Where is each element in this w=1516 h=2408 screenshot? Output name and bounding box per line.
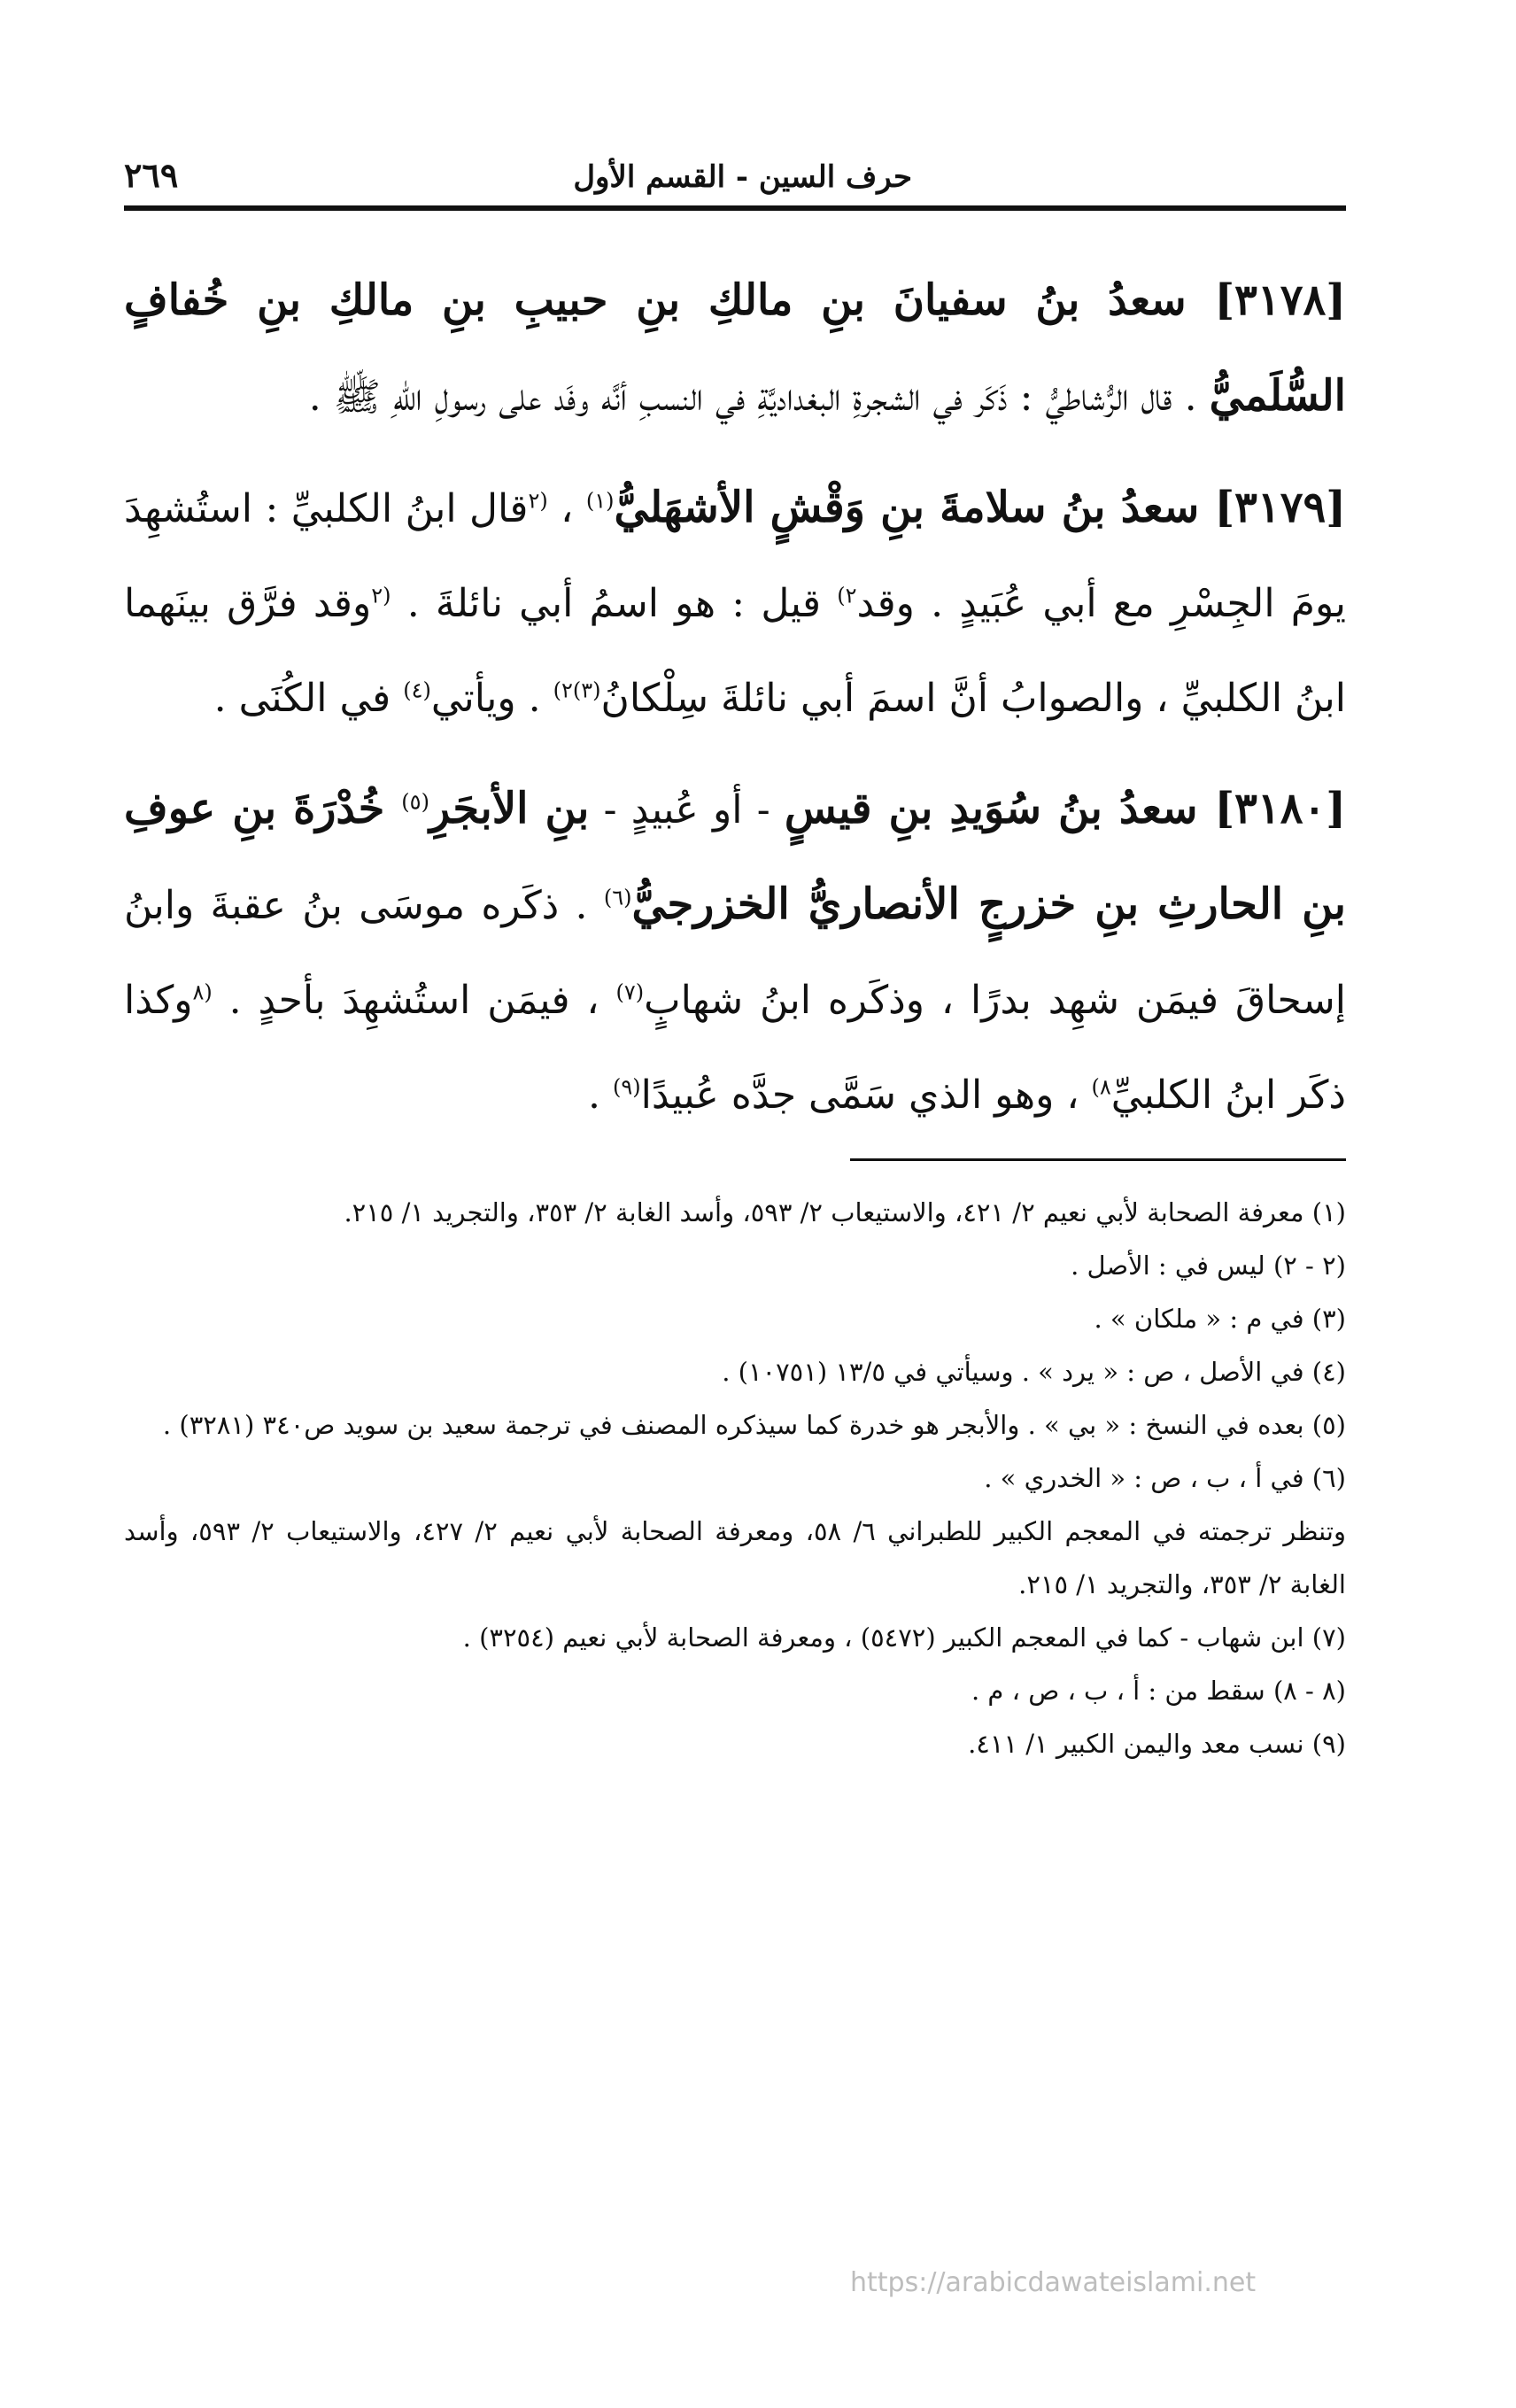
footnotes: [124, 1186, 1346, 1770]
entry-text: في الكُنَى .: [213, 676, 404, 721]
footnote: (٢ - ٢) ليس في : الأصل .: [1071, 1250, 1346, 1281]
footnote-marker: (٥): [401, 789, 429, 815]
footnote-marker: (١): [585, 488, 615, 514]
footnote-marker: (٩): [612, 1074, 641, 1100]
entry-text: .: [587, 1072, 613, 1118]
entry-text: . ويأتي: [430, 676, 553, 721]
page-header: [124, 124, 1346, 195]
footnote-marker: (٢: [528, 488, 548, 514]
book-page: [124, 124, 1346, 1770]
entry-number: [٣١٧٩]: [1214, 483, 1346, 532]
entry-text: قيل : هو اسمُ أبي نائلةَ .: [391, 581, 838, 626]
footnote: (٣) في م : « ملكان » .: [1094, 1304, 1346, 1334]
entry-name: خُدْرَةَ بنِ عوفِ بنِ الحارثِ بنِ خزرجٍ الأنصاريُّ الخزرجيُّ: [124, 784, 1346, 929]
entry-name: سعدُ بنُ سلامةَ بنِ وَقْشٍ الأشهَليُّ: [614, 483, 1215, 532]
entry-text: ، فيمَن استُشهِدَ بأحدٍ .: [212, 978, 616, 1023]
footnote-marker: (٨: [192, 979, 213, 1005]
footnote: (٨ - ٨) سقط من : أ ، ب ، ص ، م .: [971, 1676, 1346, 1706]
footnote-marker: (٣)٢): [553, 677, 601, 703]
main-text: [124, 253, 1346, 1142]
entry-text: وقد فرَّق بينَهما ابنُ الكلبيِّ ، والصوابُ أنَّ اسمَ أبي نائلةَ سِلْكانُ: [124, 581, 1346, 721]
footnote: (٦) في أ ، ب ، ص : « الخدري » .: [984, 1463, 1346, 1493]
footnote: (٥) بعده في النسخ : « بي » . والأبجر هو خدرة كما سيذكره المصنف في ترجمة سعيد بن سويد ص٣٤٠ (٣٢٨١) .: [162, 1410, 1346, 1440]
footnote-marker: (٧): [615, 979, 645, 1005]
running-title: حرف السين - القسم الأول: [573, 159, 912, 195]
entry-text: - أو عُبيدٍ -: [589, 787, 785, 832]
page-number: ٢٦٩: [124, 155, 179, 195]
entry-text: ،: [547, 486, 586, 531]
watermark-url: https://arabicdawateislami.net: [850, 2267, 1257, 2298]
entry-text: قال ابنُ الكلبيِّ : استُشهِدَ يومَ الجِسْرِ مع أبي عُبَيدٍ . وقد: [124, 486, 1346, 626]
entry-text: وكذا ذكَر ابنُ الكلبيِّ: [124, 978, 1346, 1118]
entry-name: سعدُ بنُ سفيانَ بنِ مالكِ بنِ حبيبِ بنِ مالكِ بنِ خُفافٍ السُّلَميُّ: [124, 275, 1346, 421]
footnote: وتنظر ترجمته في المعجم الكبير للطبراني ٦/ ٥٨، ومعرفة الصحابة لأبي نعيم ٢/ ٤٢٧، والاستيعاب ٢/ ٥٩٣، وأسد الغابة ٢/ ٣٥٣، والتجريد ١/ ٢١٥.: [124, 1516, 1346, 1599]
footnote: (٩) نسب معد واليمن الكبير ١/ ٤١١.: [968, 1729, 1346, 1759]
entry-name: بنِ الأبجَرِ: [429, 784, 590, 833]
footnote-rule: [850, 1158, 1346, 1161]
entry-text: . قال الرُّشاطيُّ : ذَكَر في الشجرةِ البغداديَّةِ في النسبِ أنَّه وفَد على رسولِ اللهِ ﷺ .: [308, 375, 1210, 420]
header-rule: [124, 205, 1346, 211]
footnote: (١) معرفة الصحابة لأبي نعيم ٢/ ٤٢١، والاستيعاب ٢/ ٥٩٣، وأسد الغابة ٢/ ٣٥٣، والتجريد ١/ ٢١٥.: [344, 1197, 1346, 1227]
entry-3180: [124, 762, 1346, 1142]
footnote-marker: (٢: [371, 583, 391, 608]
entry-3179: [124, 461, 1346, 746]
entry-number: [٣١٧٨]: [1214, 275, 1346, 325]
footnote-marker: (٤): [403, 677, 431, 703]
entry-name: سعدُ بنُ سُوَيدِ بنِ قيسٍ: [784, 784, 1215, 833]
footnote-marker: ٢): [837, 583, 857, 608]
footnote-marker: (٦): [603, 885, 632, 910]
entry-text: . ذكَره موسَى بنُ عقبةَ وابنُ إسحاقَ فيمَن شهِد بدرًا ، وذكَره ابنُ شهابٍ: [124, 883, 1346, 1023]
footnote: (٤) في الأصل ، ص : « يرد » . وسيأتي في ١٣/٥ (١٠٧٥١) .: [722, 1357, 1346, 1387]
footnote-marker: ٨): [1091, 1074, 1111, 1100]
footnote: (٧) ابن شهاب - كما في المعجم الكبير (٥٤٧٢) ، ومعرفة الصحابة لأبي نعيم (٣٢٥٤) .: [462, 1622, 1346, 1653]
entry-text: ، وهو الذي سَمَّى جدَّه عُبيدًا: [640, 1072, 1092, 1118]
entry-3178: [124, 253, 1346, 445]
entry-number: [٣١٨٠]: [1214, 784, 1346, 833]
